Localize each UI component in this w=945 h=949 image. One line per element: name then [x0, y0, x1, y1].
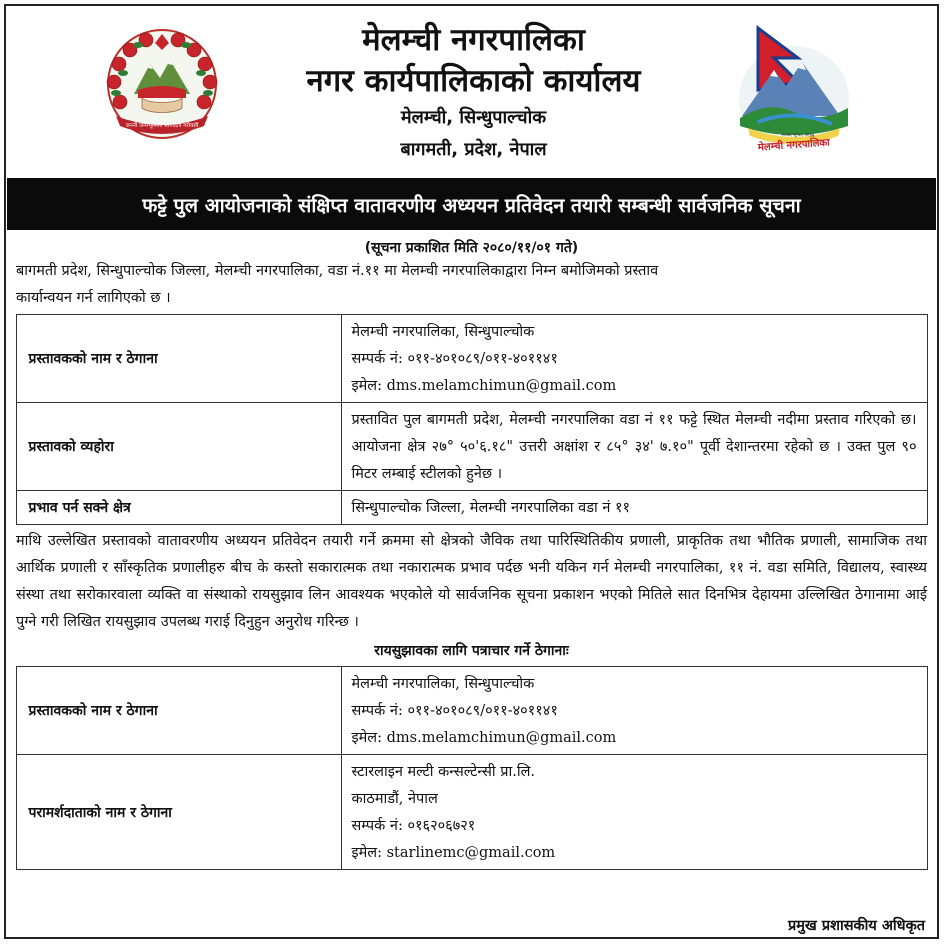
logo-tagline: स्वच्छ, सुन्दर, समृद्ध	[781, 133, 815, 138]
notice-page	[4, 4, 939, 939]
address-line-1: मेलम्ची, सिन्धुपाल्चोक	[400, 107, 547, 128]
municipality-name: मेलम्ची नगरपालिका	[362, 22, 585, 58]
consultant-phone: सम्पर्क नं: ०१६२०६७२१	[351, 818, 476, 834]
table-row	[16, 667, 927, 755]
header	[6, 6, 937, 178]
consultant-label: परामर्शदाताको नाम र ठेगाना	[16, 755, 341, 870]
contact-proponent-name: मेलम्ची नगरपालिका, सिन्धुपाल्चोक	[351, 676, 535, 692]
proponent-email: इमेल: dms.melamchimun@gmail.com	[351, 378, 617, 394]
office-name: नगर कार्यपालिकाको कार्यालय	[306, 63, 641, 99]
consultant-email: इमेल: starlinemc@gmail.com	[351, 845, 556, 861]
intro-line-2: कार्यान्वयन गर्न लागिएको छ ।	[16, 290, 171, 306]
contact-proponent-email: इमेल: dms.melamchimun@gmail.com	[351, 730, 617, 746]
consultant-city: काठमाडौं, नेपाल	[351, 791, 438, 807]
signature-title: प्रमुख प्रशासकीय अधिकृत	[788, 918, 925, 934]
proponent-phone: सम्पर्क नं: ०११-४०१०८९/०११-४०११४१	[351, 351, 558, 367]
proponent-details	[341, 315, 927, 403]
description-label: प्रस्तावको व्यहोरा	[16, 403, 341, 491]
contact-table	[16, 666, 928, 870]
description-text: प्रस्तावित पुल बागमती प्रदेश, मेलम्ची नगरपालिका वडा नं ११ फट्टे स्थित मेलम्ची नदीमा प्रस्ताव गरिएको छ। आयोजना क्षेत्र २७° ५०'६.१८" उत्तरी अक्षांश र ८५° ३४' ७.१०" पूर्वी देशान्तरमा रहेको छ । उक्त पुल ९० मिटर लम्बाई स्टीलको हुनेछ ।	[341, 403, 927, 491]
proponent-label: प्रस्तावकको नाम र ठेगाना	[16, 315, 341, 403]
suggestion-address-heading: रायसुझावका लागि पत्राचार गर्ने ठेगानाः	[374, 643, 569, 659]
intro-line-1: बागमती प्रदेश, सिन्धुपाल्चोक जिल्ला, मेलम्ची नगरपालिका, वडा नं.११ मा मेलम्ची नगरपालिकाद्वारा निम्न बमोजिमको प्रस्ताव	[16, 263, 659, 279]
notice-title-banner: फट्टे पुल आयोजनाको संक्षिप्त वातावरणीय अध्ययन प्रतिवेदन तयारी सम्बन्धी सार्वजनिक सूचना	[7, 178, 936, 230]
consultant-details	[341, 755, 927, 870]
table-row	[16, 491, 927, 525]
table-row	[16, 403, 927, 491]
proposal-table	[16, 314, 928, 525]
address-line-2: बागमती, प्रदेश, नेपाल	[400, 139, 547, 160]
melamchi-municipality-logo	[728, 20, 858, 160]
contact-proponent-phone: सम्पर्क नं: ०११-४०१०८९/०११-४०११४१	[351, 703, 558, 719]
intro-paragraph	[6, 258, 937, 312]
published-date: (सूचना प्रकाशित मिति २०८०/११/०१ गते)	[364, 240, 579, 256]
consultant-name: स्टारलाइन मल्टी कन्सल्टेन्सी प्रा.लि.	[351, 764, 536, 780]
table-row	[16, 315, 927, 403]
title-block	[206, 20, 741, 166]
body-paragraph: माथि उल्लेखित प्रस्तावको वातावरणीय अध्ययन प्रतिवेदन तयारी गर्ने क्रममा सो क्षेत्रको जैविक तथा पारिस्थितिकीय प्रणाली, प्राकृतिक तथा भौतिक प्रणाली, सामाजिक तथा आर्थिक प्रणाली र साँस्कृतिक प्रणालीहरु बीच के कस्तो सकारात्मक तथा नकारात्मक प्रभाव पर्दछ भनी यकिन गर्न मेलम्ची नगरपालिका, ११ नं. वडा समिति, विद्यालय, स्वास्थ्य संस्था तथा सरोकारवाला व्यक्ति वा संस्थाको रायसुझाव लिन आवश्यक भएकोले यो सार्वजनिक सूचना प्रकाशन भएको मितिले सात दिनभित्र देहायमा उल्लिखित ठेगानामा आई पुग्ने गरी लिखित रायसुझाव उपलब्ध गराई दिनुहुन अनुरोध गरिन्छ ।	[16, 533, 927, 630]
table-row	[16, 755, 927, 870]
impact-area-text: सिन्धुपाल्चोक जिल्ला, मेलम्ची नगरपालिका वडा नं ११	[341, 491, 927, 525]
contact-proponent-details	[341, 667, 927, 755]
logo-text: मेलम्ची नगरपालिका	[757, 137, 831, 154]
impact-area-label: प्रभाव पर्न सक्ने क्षेत्र	[16, 491, 341, 525]
proponent-name: मेलम्ची नगरपालिका, सिन्धुपाल्चोक	[351, 324, 535, 340]
emblem-motto: जननी जन्मभूमिश्च स्वर्गादपि गरीयसी	[125, 123, 199, 129]
contact-proponent-label: प्रस्तावकको नाम र ठेगाना	[16, 667, 341, 755]
